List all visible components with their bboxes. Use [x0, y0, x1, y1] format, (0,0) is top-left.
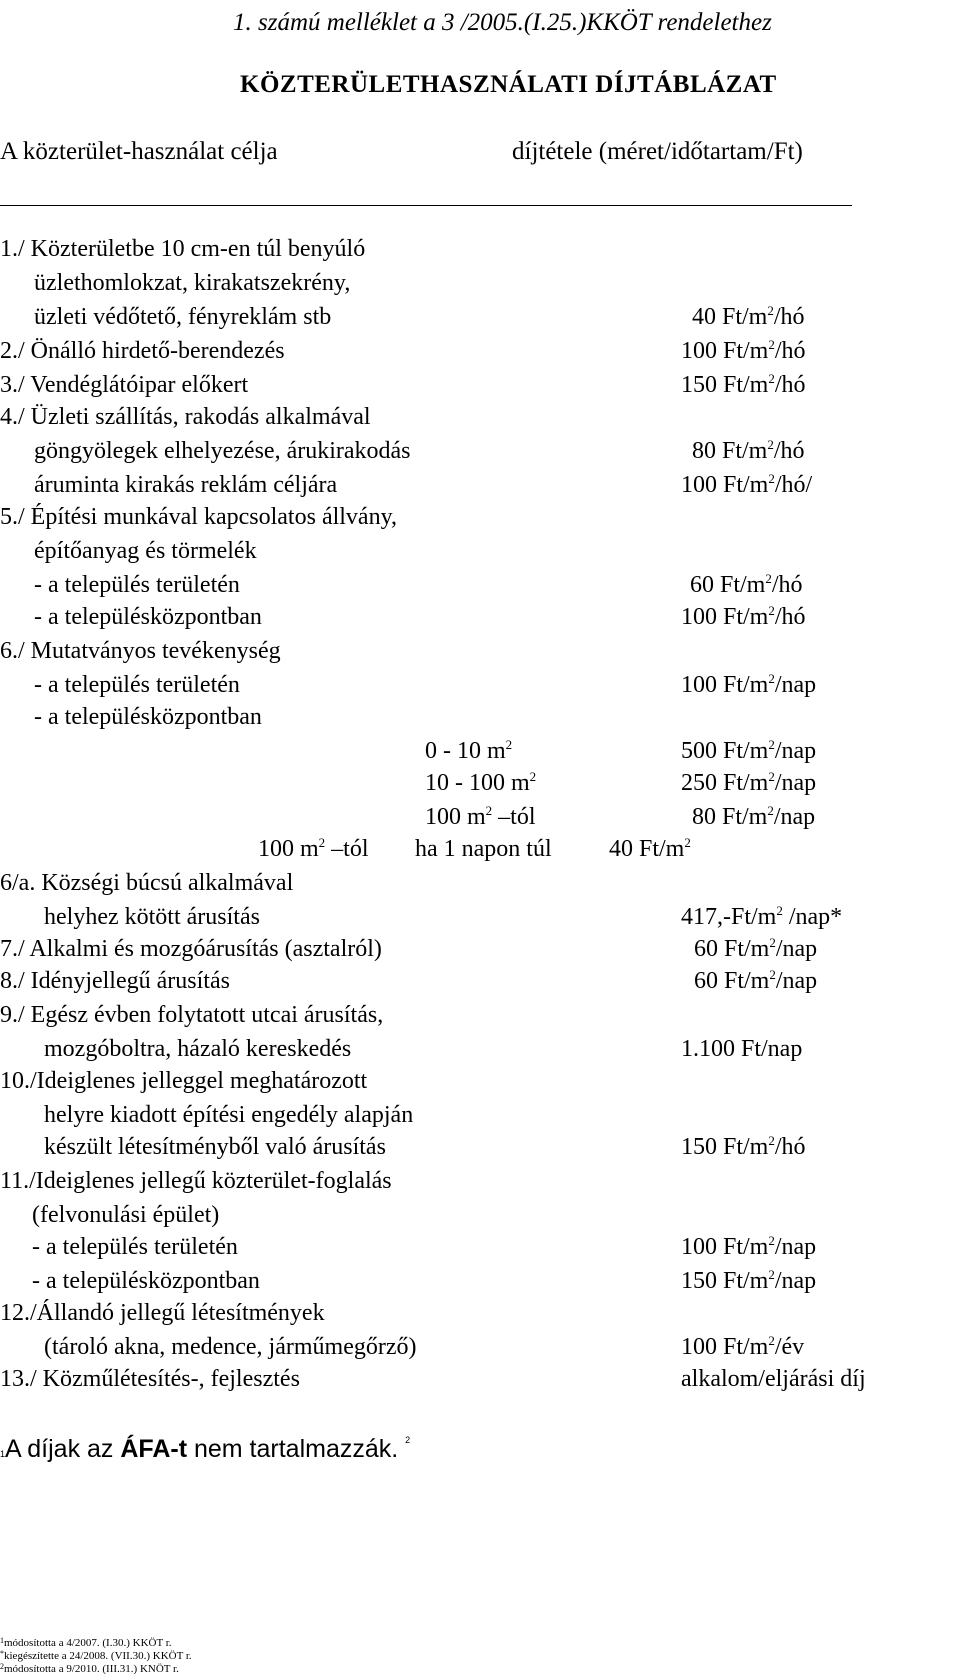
vat-note: 1A díjak az ÁFA-t nem tartalmazzák. $^2$: [0, 1435, 411, 1463]
item-7-rate: 60 $Ft/m^2$/nap: [694, 935, 818, 962]
item-8-label: 8./ Idényjellegű árusítás: [0, 968, 230, 994]
item-3-rate: 150 $Ft/m^2/hó$: [681, 371, 806, 398]
item-5-line-2: építőanyag és törmelék: [34, 538, 257, 564]
item-11-line-4: - a településközpontban: [32, 1268, 260, 1294]
item-4-line-2: göngyölegek elhelyezése, árukirakodás: [34, 438, 411, 464]
item-11-rate-4: 150 $Ft/m^2$/nap: [681, 1267, 817, 1294]
item-3-label: 3./ Vendéglátóipar előkert: [0, 372, 249, 398]
item-6a-line-2: helyhez kötött árusítás: [44, 904, 260, 930]
item-9-line-2: mozgóboltra, házaló kereskedés: [44, 1036, 352, 1062]
item-6-line-2: - a település területén: [34, 672, 240, 698]
footnote-3: $^2$módosította a 9/2010. (III.31.) KNÖT r.: [0, 1662, 179, 1675]
item-13-rate: alkalom/eljárási díj: [681, 1366, 866, 1392]
item-12-rate: 100 $Ft/m^2/év$: [681, 1333, 805, 1360]
item-6a-line-1: 6/a. Községi búcsú alkalmával: [0, 870, 294, 896]
item-6-sub-4-label: 100 $m^2$ –tól: [258, 835, 369, 862]
column-header-purpose: A közterület-használat célja: [0, 138, 278, 165]
item-2-rate: 100 $Ft/m^2/hó$: [681, 337, 806, 364]
column-header-rate: díjtétele (méret/időtartam/Ft): [512, 138, 803, 165]
item-4-rate-3: 100 $Ft/m^2/hó/$: [681, 471, 813, 498]
footnote-1: $^1$módosította a 4/2007. (I.30.) KKÖT r.: [0, 1636, 172, 1649]
item-11-line-2: (felvonulási épület): [32, 1202, 220, 1228]
item-4-rate-2: 80 $Ft/m^2/hó$: [692, 437, 805, 464]
header-divider: [0, 205, 852, 206]
item-12-line-1: 12./Állandó jellegű létesítmények: [0, 1300, 325, 1326]
footnote-2: *kiegészítette a 24/2008. (VII.30.) KKÖT r.: [0, 1649, 192, 1662]
item-11-line-3: - a település területén: [32, 1234, 238, 1260]
item-1-line-3: üzleti védőtető, fényreklám stb: [34, 304, 332, 330]
item-12-line-2: (tároló akna, medence, járműmegőrző): [44, 1334, 417, 1360]
item-6-line-3: - a településközpontban: [34, 704, 262, 730]
item-6-sub-3-rate: 80 $Ft/m^2$/nap: [692, 803, 816, 830]
item-5-rate-4: 100 $Ft/m^2/hó$: [681, 603, 806, 630]
item-6-sub-4-condition: ha 1 napon túl: [415, 836, 552, 862]
item-1-line-2: üzlethomlokzat, kirakatszekrény,: [34, 270, 351, 296]
item-10-line-2: helyre kiadott építési engedély alapján: [44, 1102, 414, 1128]
item-11-rate-3: 100 $Ft/m^2$/nap: [681, 1233, 817, 1260]
item-7-label: 7./ Alkalmi és mozgóárusítás (asztalról): [0, 936, 382, 962]
item-6-sub-3-label: 100 $m^2$ –tól: [425, 803, 536, 830]
item-10-line-3: készült létesítményből való árusítás: [44, 1134, 386, 1160]
item-4-line-1: 4./ Üzleti szállítás, rakodás alkalmával: [0, 404, 371, 430]
item-13-label: 13./ Közműlétesítés-, fejlesztés: [0, 1366, 300, 1392]
item-5-line-4: - a településközpontban: [34, 604, 262, 630]
item-1-rate: 40 $Ft/m^2/hó$: [692, 303, 805, 330]
item-6-rate-2: 100 $Ft/m^2$/nap: [681, 671, 817, 698]
item-9-line-1: 9./ Egész évben folytatott utcai árusítás,: [0, 1002, 384, 1028]
item-6a-rate: $417,-Ft/m^2$ /nap*: [681, 903, 843, 930]
item-6-sub-1-rate: 500 $Ft/m^2$/nap: [681, 737, 817, 764]
item-11-line-1: 11./Ideiglenes jellegű közterület-foglalás: [0, 1168, 392, 1194]
item-1-line-1: 1./ Közterületbe 10 cm-en túl benyúló: [0, 236, 366, 262]
item-6-sub-4-rate: 40 $Ft/m^2$: [609, 835, 691, 862]
item-5-rate-3: 60 $Ft/m^2/hó$: [690, 571, 803, 598]
item-5-line-3: - a település területén: [34, 572, 240, 598]
item-6-sub-2-label: 10 - 100 $m^2$: [425, 769, 537, 796]
item-5-line-1: 5./ Építési munkával kapcsolatos állvány,: [0, 504, 398, 530]
item-8-rate: 60 $Ft/m^2$/nap: [694, 967, 818, 994]
document-header: 1. számú melléklet a 3 /2005.(I.25.)KKÖT rendelethez: [233, 9, 772, 36]
item-6-line-1: 6./ Mutatványos tevékenység: [0, 638, 281, 664]
item-6-sub-1-label: 0 - 10 $m^2$: [425, 737, 513, 764]
item-6-sub-2-rate: 250 $Ft/m^2$/nap: [681, 769, 817, 796]
item-10-line-1: 10./Ideiglenes jelleggel meghatározott: [0, 1068, 368, 1094]
document-title: KÖZTERÜLETHASZNÁLATI DÍJTÁBLÁZAT: [240, 71, 777, 98]
item-4-line-3: áruminta kirakás reklám céljára: [34, 472, 338, 498]
item-2-label: 2./ Önálló hirdető-berendezés: [0, 338, 285, 364]
item-10-rate: 150 $Ft/m^2/hó$: [681, 1133, 806, 1160]
item-9-rate: 1.100 Ft/nap: [681, 1036, 803, 1062]
